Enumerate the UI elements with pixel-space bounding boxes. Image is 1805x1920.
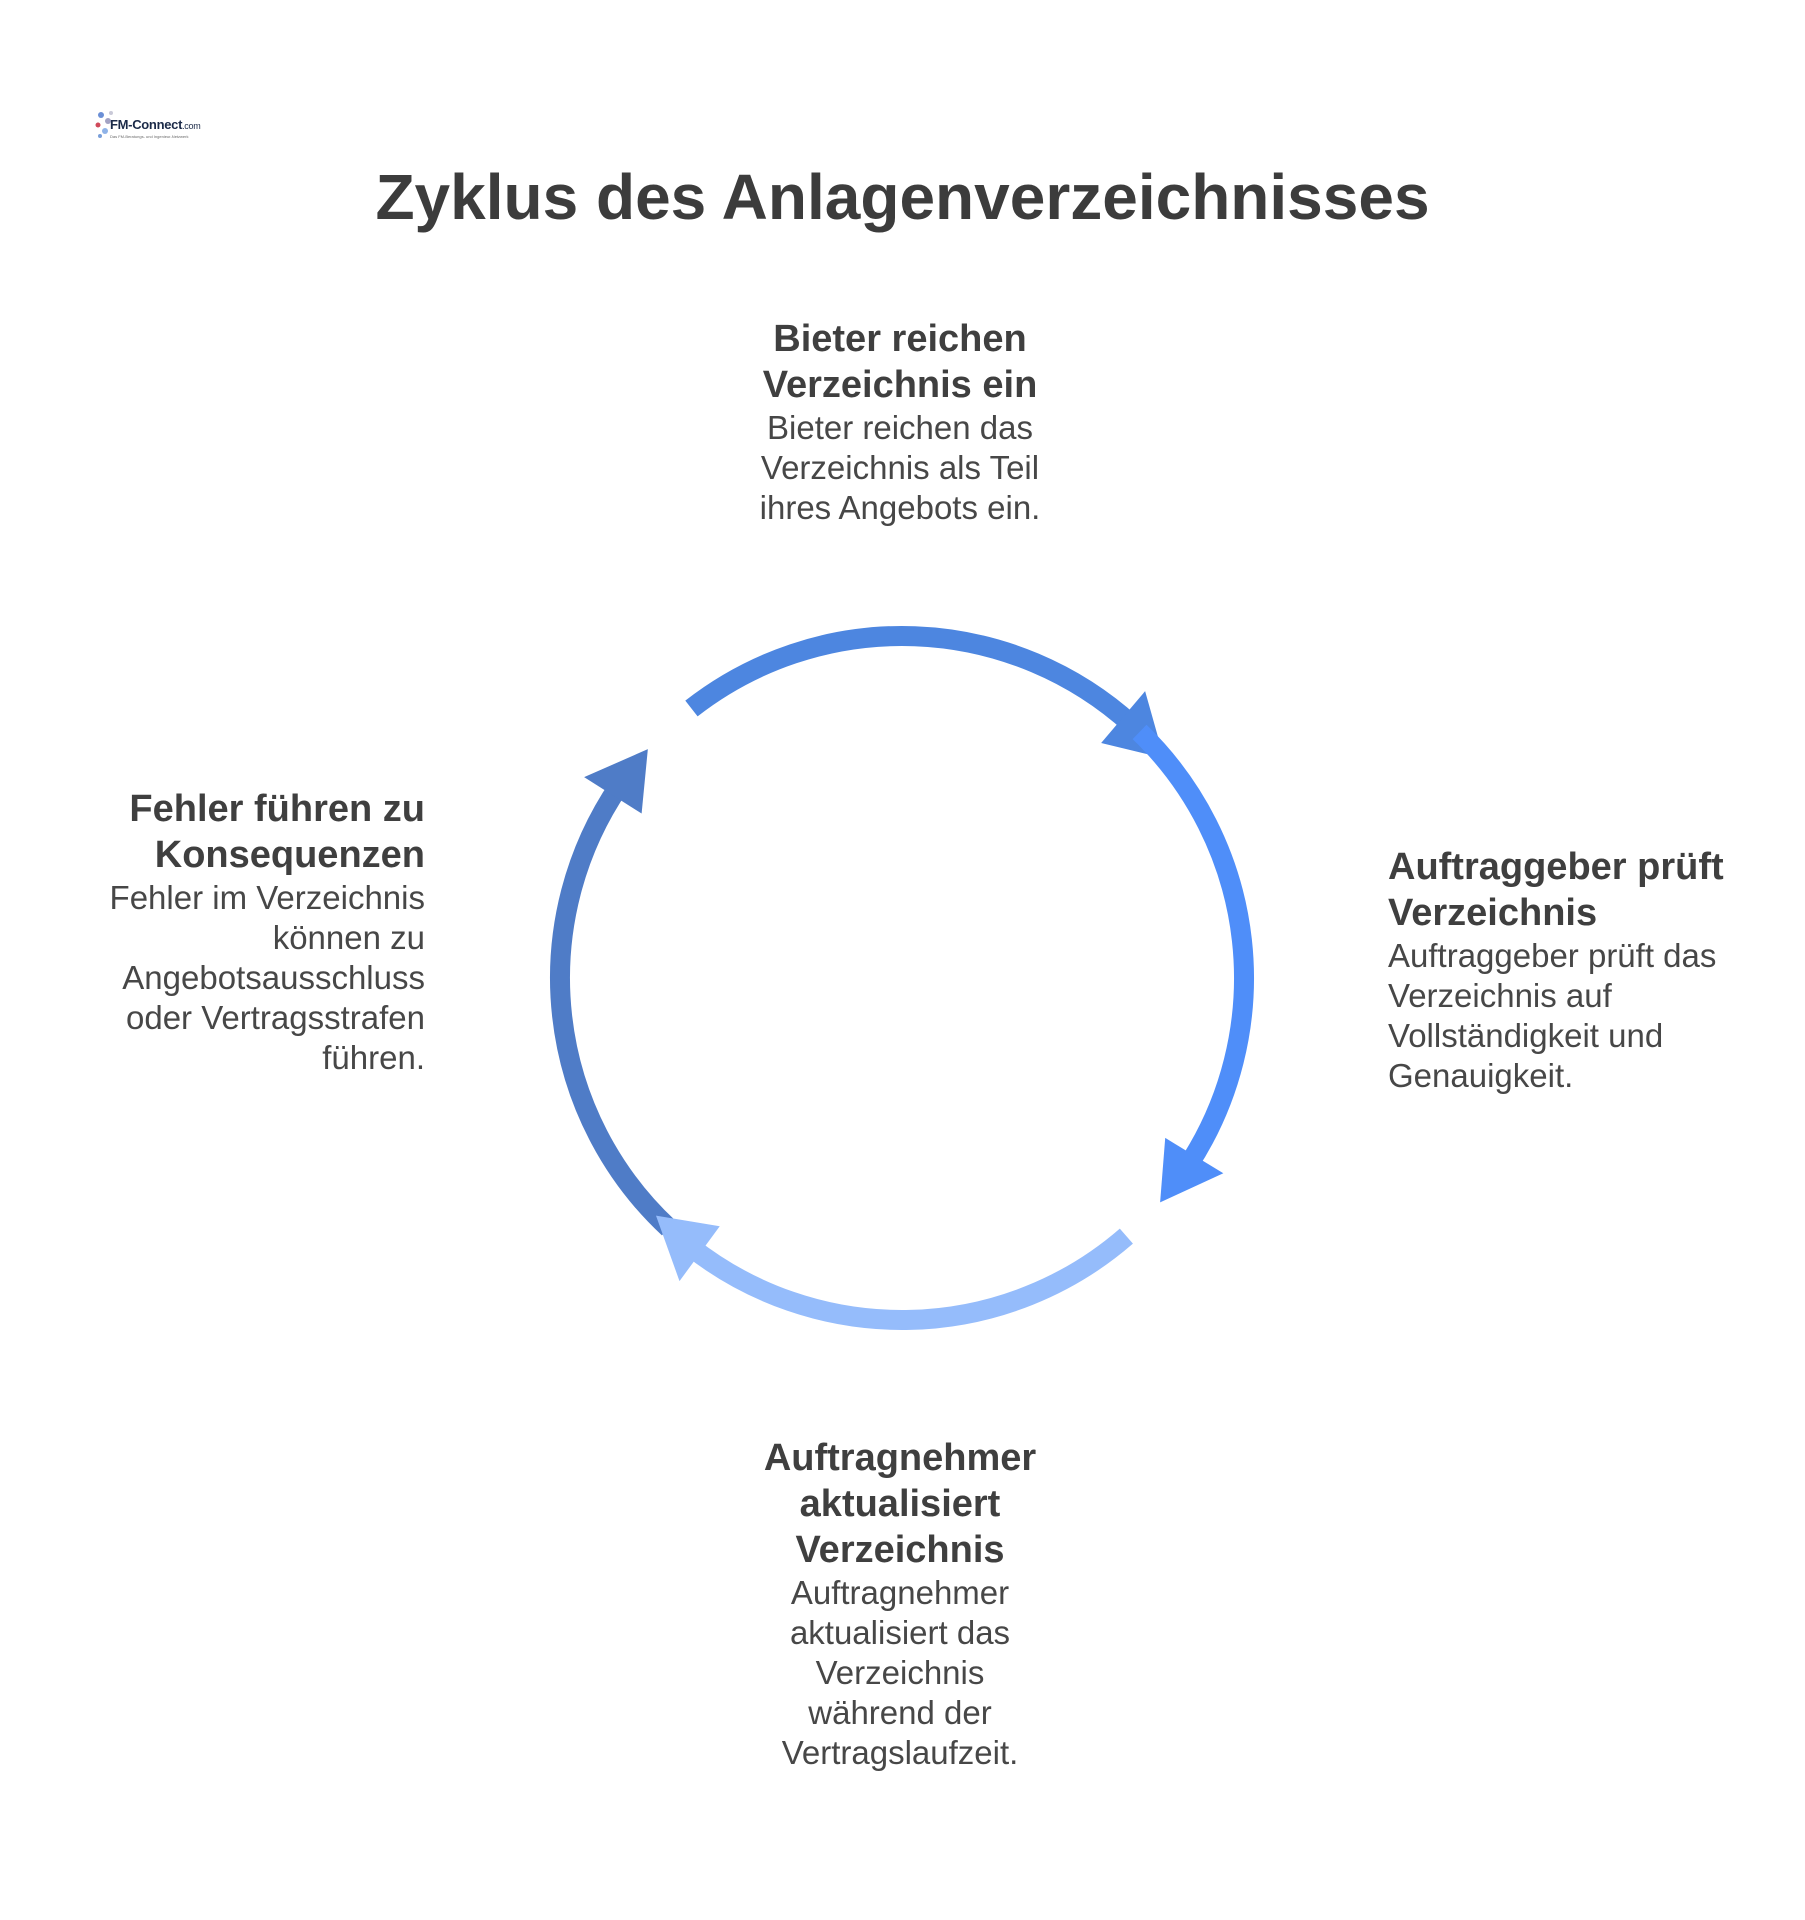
- step-submit: [700, 316, 1100, 528]
- arrow-consequences-to-submit: [690, 1236, 1126, 1320]
- step-consequences: [60, 786, 425, 1078]
- step-heading: Auftragnehmer aktualisiert Verzeichnis: [763, 1437, 1037, 1571]
- step-description: Fehler im Verzeichnis können zu Angebotsausschluss oder Vertragsstrafen führen.: [109, 879, 425, 1076]
- step-heading: Auftraggeber prüft Verzeichnis: [1388, 846, 1724, 934]
- page-title: Zyklus des Anlagenverzeichnisses: [375, 161, 1430, 233]
- logo-wordmark: FM-Connect.com: [110, 117, 201, 132]
- step-description: Bieter reichen das Verzeichnis als Teil ihres Angebots ein.: [759, 409, 1041, 526]
- step-review: [1388, 844, 1748, 1096]
- step-heading: Bieter reichen Verzeichnis ein: [762, 318, 1038, 406]
- step-description: Auftragnehmer aktualisiert das Verzeichnis während der Vertragslaufzeit.: [781, 1574, 1019, 1771]
- step-description: Auftraggeber prüft das Verzeichnis auf Vollständigkeit und Genauigkeit.: [1388, 937, 1717, 1094]
- arrow-review-to-update: [691, 636, 1132, 725]
- step-update: [720, 1435, 1080, 1773]
- logo-tagline: Das FM-Beratungs- und Ingenieur-Netzwerk: [110, 134, 189, 139]
- arrow-update-to-consequences: [1140, 732, 1244, 1166]
- step-heading: Fehler führen zu Konsequenzen: [129, 788, 425, 876]
- arrow-submit-to-review: [560, 785, 669, 1228]
